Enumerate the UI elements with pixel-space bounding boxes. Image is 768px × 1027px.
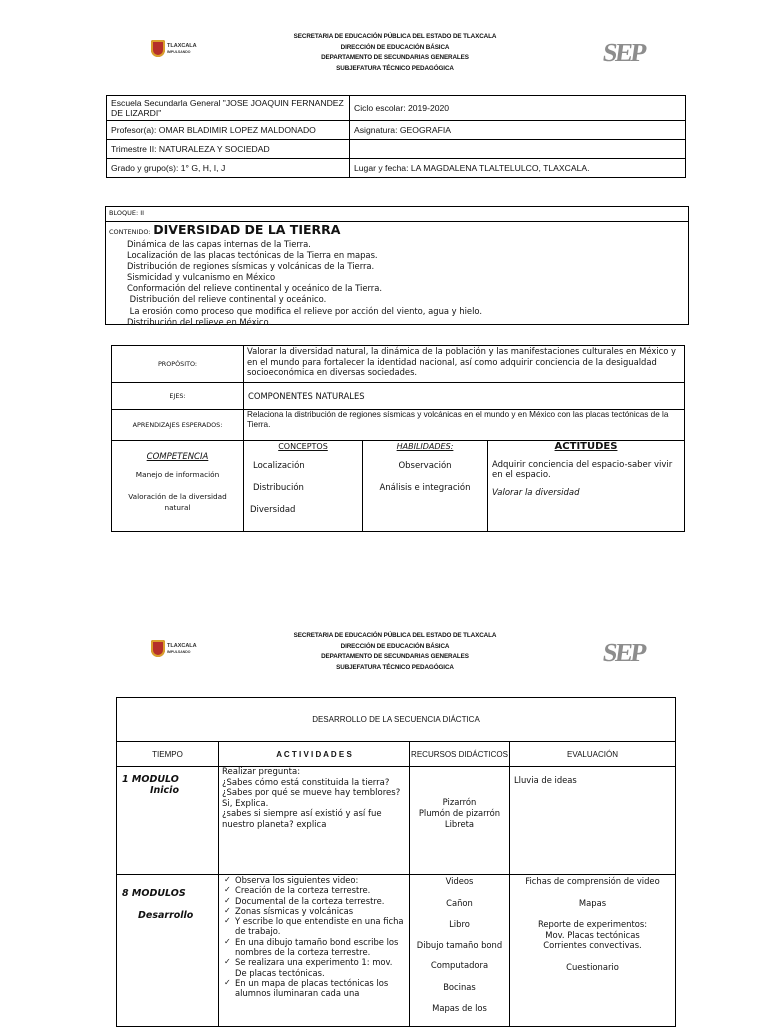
bloque-label: BLOQUE: II	[106, 207, 688, 222]
habilidades-cell	[363, 441, 488, 532]
list-item: ✓ Documental de la corteza terrestre.	[222, 896, 406, 906]
tlaxcala-logo-text: TLAXCALA	[167, 42, 197, 49]
activities-cell	[219, 875, 410, 1027]
school-name: Escuela Secundarla General "JOSE JOAQUIN FERNANDEZ DE LIZARDI"	[107, 96, 350, 121]
activities-cell	[219, 767, 410, 875]
time-cell	[117, 767, 219, 875]
list-item: La erosión como proceso que modifica el relieve por acción del viento, agua y hielo.	[127, 305, 483, 316]
habilidad-item: Análisis e integración	[379, 483, 471, 493]
aprendizajes-label: APRENDIZAJES ESPERADOS:	[112, 410, 244, 441]
list-item: ✓ Creación de la corteza terrestre.	[222, 885, 406, 895]
evaluation-cell: Lluvia de ideas	[510, 767, 676, 875]
place-date: Lugar y fecha: LA MAGDALENA TLALTELULCO, TLAXCALA.	[350, 159, 686, 178]
activity-text: Si, Explica.	[222, 798, 269, 809]
tlaxcala-logo-text: TLAXCALA	[167, 642, 197, 649]
bloque-section	[105, 206, 689, 325]
resource-item: Bocinas	[443, 981, 476, 992]
header-line: DIRECCIÓN DE EDUCACIÓN BÁSICA	[340, 642, 450, 650]
resource-item: Libreta	[444, 819, 475, 829]
term-right-empty	[350, 140, 686, 159]
list-item: Localización de las placas tectónicas de la Tierra en mapas.	[127, 250, 378, 261]
habilidad-item: Observación	[398, 461, 452, 471]
phase-label: Desarrollo	[138, 910, 194, 921]
evaluation-item: Fichas de comprensión de video	[525, 876, 660, 886]
proposito-label: PROPÓSITO:	[112, 346, 244, 383]
term: Trimestre II: NATURALEZA Y SOCIEDAD	[107, 140, 350, 159]
conceptos-cell	[244, 441, 363, 532]
sep-logo: SEP	[601, 638, 647, 667]
conceptos-label: CONCEPTOS	[278, 442, 328, 451]
tlaxcala-shield-icon	[151, 640, 165, 657]
header-line: SECRETARIA DE EDUCACIÓN PÚBLICA DEL ESTADO DE TLAXCALA	[293, 632, 497, 639]
resource-item: Plumón de pizarrón	[418, 808, 501, 818]
activity-text: ¿Sabes por qué se mueve hay temblores?	[222, 788, 401, 798]
ejes-label: EJES:	[112, 383, 244, 410]
competencia-cell	[112, 441, 244, 532]
activities-checklist	[222, 875, 406, 999]
list-item: ✓ En una dibujo tamaño bond escribe los nombres de la corteza terrestre.	[222, 937, 406, 958]
secuencia-table	[116, 697, 676, 1027]
time-cell	[117, 875, 219, 1027]
actitud-item: Valorar la diversidad	[492, 488, 580, 498]
competencia-item: Manejo de información	[135, 470, 220, 479]
resource-item: Cañon	[446, 897, 473, 908]
time-label: 8 MODULOS	[122, 888, 186, 899]
list-item: ✓ Observa los siguientes video:	[222, 875, 406, 885]
column-header-actividades: A C T I V I D A D E S	[219, 742, 410, 767]
content-list	[109, 239, 685, 328]
evaluation-item: Reporte de experimentos:	[537, 919, 648, 929]
proposito-text: Valorar la diversidad natural, la dinámica de la población y las manifestaciones culturales en México y en el mundo para fortalecer la identidad nacional, así como adquirir conciencia de la desigualdad socioeconómica en diversas sociedades.	[244, 346, 685, 383]
time-label: 1 MODULO	[122, 774, 179, 785]
header-line: DEPARTAMENTO DE SECUNDARIAS GENERALES	[321, 653, 469, 660]
column-header-recursos: RECURSOS DIDÁCTICOS	[410, 742, 510, 767]
evaluation-item: Mov. Placas tectónicas	[545, 929, 640, 940]
list-item: ✓ Y escribe lo que entendiste en una ficha de trabajo.	[222, 916, 406, 937]
competencia-item: Valoración de la diversidad natural	[128, 492, 227, 512]
plan-table	[111, 345, 685, 532]
activity-text: ¿Sabes cómo está constituida la tierra?	[222, 777, 390, 788]
subject: Asignatura: GEOGRAFIA	[350, 121, 686, 140]
actitudes-cell	[488, 441, 685, 532]
resource-item: Computadora	[430, 960, 489, 970]
content-label: CONTENIDO:	[109, 228, 151, 236]
grade-groups: Grado y grupo(s): 1° G, H, I, J	[107, 159, 350, 178]
tlaxcala-logo-subtext: IMPULSANDO	[167, 49, 191, 54]
header-line: DIRECCIÓN DE EDUCACIÓN BÁSICA	[340, 43, 450, 51]
phase-label: Inicio	[150, 785, 179, 796]
actitudes-label: ACTITUDES	[554, 441, 618, 452]
resource-item: Videos	[445, 876, 474, 886]
content-title: DIVERSIDAD DE LA TIERRA	[153, 222, 341, 237]
teacher-name: Profesor(a): OMAR BLADIMIR LOPEZ MALDONADO	[107, 121, 350, 140]
sep-logo: SEP	[601, 38, 647, 67]
list-item: Conformación del relieve continental y oceánico de la Tierra.	[127, 283, 383, 294]
concepto-item: Diversidad	[250, 505, 296, 515]
header-line: SUBJEFATURA TÉCNICO PEDAGÓGICA	[336, 64, 454, 72]
evaluation-item: Mapas	[578, 897, 607, 908]
list-item: ✓ Se realizara una experimento 1: mov. De placas tectónicas.	[222, 957, 406, 978]
header-line: SUBJEFATURA TÉCNICO PEDAGÓGICA	[336, 663, 454, 671]
resources-cell	[410, 875, 510, 1027]
list-item: Distribución del relieve en México.	[127, 316, 272, 327]
table-row	[117, 767, 676, 875]
secuencia-title: DESARROLLO DE LA SECUENCIA DIÁCTICA	[117, 698, 676, 742]
list-item: ✓ En un mapa de placas tectónicas los alumnos iluminaran cada una	[222, 978, 406, 999]
evaluation-item: Cuestionario	[566, 961, 619, 972]
table-row	[117, 875, 676, 1027]
school-cycle: Ciclo escolar: 2019-2020	[350, 96, 686, 121]
list-item: Dinámica de las capas internas de la Tierra.	[127, 239, 311, 249]
resource-item: Dibujo tamaño bond	[416, 939, 503, 950]
tlaxcala-logo	[151, 640, 197, 657]
ejes-text: COMPONENTES NATURALES	[244, 383, 685, 410]
header-line: DEPARTAMENTO DE SECUNDARIAS GENERALES	[321, 54, 469, 61]
evaluation-item: Corrientes convectivas.	[543, 940, 642, 950]
document-header	[270, 631, 520, 673]
resource-item: Libro	[449, 919, 470, 929]
list-item: Distribución del relieve continental y oceánico.	[127, 294, 327, 305]
list-item: Sismicidad y vulcanismo en México	[127, 272, 276, 283]
concepto-item: Localización	[253, 461, 305, 471]
tlaxcala-shield-icon	[151, 40, 165, 57]
resources-cell	[410, 767, 510, 875]
header-line: SECRETARIA DE EDUCACIÓN PÚBLICA DEL ESTADO DE TLAXCALA	[293, 33, 497, 40]
list-item: Distribución de regiones sísmicas y volcánicas de la Tierra.	[127, 261, 375, 272]
column-header-evaluacion: EVALUACIÓN	[510, 742, 676, 767]
activity-text: Realizar pregunta:	[222, 767, 301, 777]
document-header	[270, 32, 520, 74]
evaluation-cell	[510, 875, 676, 1027]
resource-item: Pizarrón	[442, 797, 477, 807]
aprendizajes-text: Relaciona la distribución de regiones sísmicas y volcánicas en el mundo y en México con las placas tectónicas de la Tierra.	[244, 410, 685, 441]
tlaxcala-logo	[151, 40, 197, 57]
concepto-item: Distribución	[253, 483, 304, 493]
activity-text: ¿sabes si siempre así existió y así fue nuestro planeta? explica	[222, 809, 382, 830]
tlaxcala-logo-subtext: IMPULSANDO	[167, 649, 191, 654]
habilidades-label: HABILIDADES:	[396, 442, 454, 451]
actitud-item: Adquirir conciencia del espacio-saber vivir en el espacio.	[492, 460, 673, 480]
competencia-label: COMPETENCIA	[146, 452, 209, 462]
list-item: ✓ Zonas sísmicas y volcánicas	[222, 906, 406, 916]
column-header-tiempo: TIEMPO	[117, 742, 219, 767]
school-info-table	[106, 95, 686, 178]
resource-item: Mapas de los	[432, 1003, 487, 1013]
